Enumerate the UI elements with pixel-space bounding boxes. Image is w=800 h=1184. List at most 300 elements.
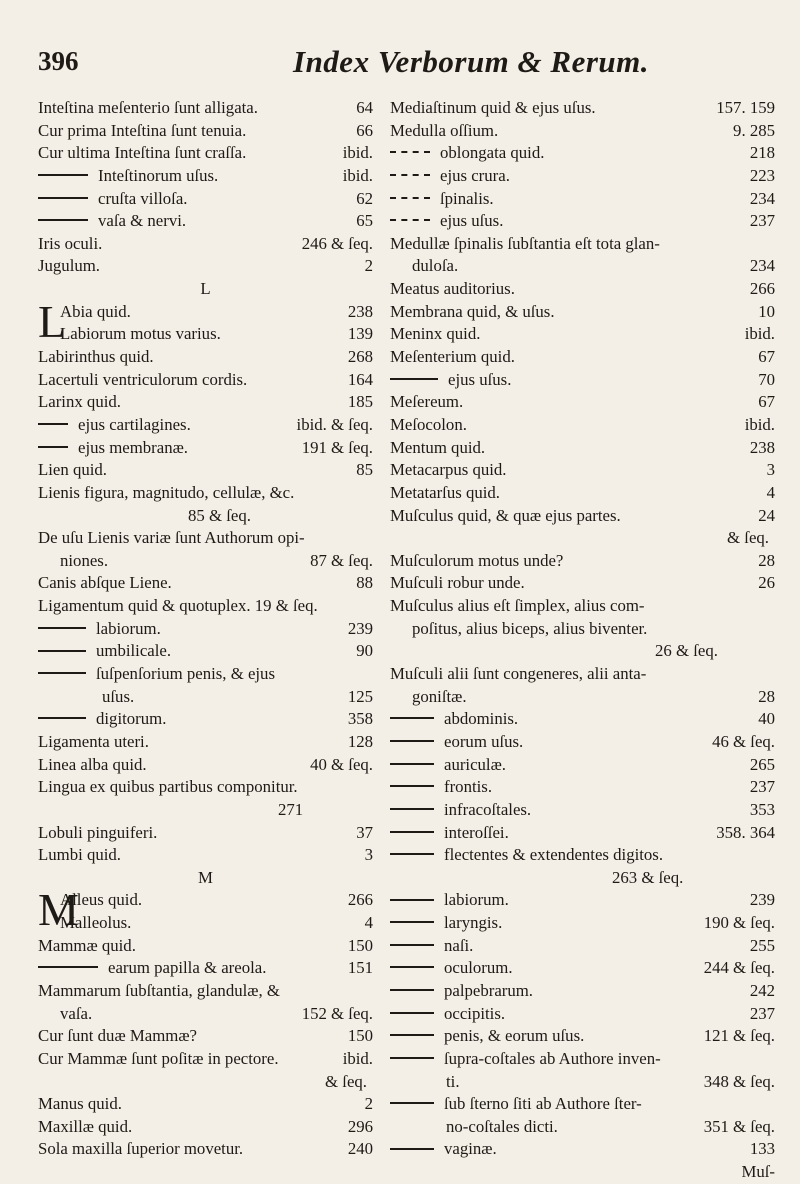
index-entry — [38, 663, 373, 686]
entry-page-ref: 3 — [766, 460, 775, 480]
index-entry — [390, 142, 775, 165]
entry-text — [390, 980, 533, 1003]
index-entry — [38, 754, 373, 777]
entry-label: frontis. — [444, 777, 493, 797]
ditto-dash — [38, 717, 86, 719]
index-entry — [38, 935, 373, 958]
entry-text: De uſu Lienis variæ ſunt Authorum opi- — [38, 528, 305, 548]
ditto-dash — [390, 378, 438, 380]
index-entry — [390, 731, 775, 754]
entry-page-ref: 240 — [347, 1139, 373, 1159]
entry-page-ref: 67 — [758, 392, 775, 412]
entry-text: Labiorum motus varius. — [60, 324, 221, 344]
entry-text — [390, 1048, 661, 1071]
index-entry — [390, 210, 775, 233]
entry-page-ref: 237 — [749, 1003, 775, 1023]
entry-page-ref: 358 — [347, 709, 373, 729]
entry-text — [38, 957, 266, 980]
entry-text: duloſa. — [412, 256, 459, 276]
entry-page-ref: 150 — [347, 1026, 373, 1046]
index-entry — [38, 595, 373, 618]
entry-label: infracoſtales. — [444, 799, 532, 819]
entry-page-ref: 351 & ſeq. — [703, 1116, 775, 1136]
entry-text: Cur ultima Inteſtina ſunt craſſa. — [38, 143, 247, 163]
index-entry — [38, 572, 373, 595]
entry-text: Muſ- — [741, 1162, 775, 1182]
entry-page-ref: 266 — [749, 279, 775, 299]
entry-text: 263 & ſeq. — [612, 867, 684, 887]
right-column — [390, 97, 775, 1184]
entry-text — [390, 165, 510, 188]
ditto-dash — [38, 672, 86, 674]
ditto-dash — [38, 197, 88, 199]
entry-text: Ligamenta uteri. — [38, 731, 149, 751]
index-entry — [38, 527, 373, 550]
entry-page-ref: 139 — [347, 324, 373, 344]
entry-text: 271 — [278, 799, 304, 819]
ditto-dash — [390, 717, 434, 719]
ditto-dash — [390, 989, 434, 991]
ditto-dash — [390, 740, 434, 742]
ditto-dash — [390, 899, 434, 901]
left-column — [38, 97, 373, 1161]
index-entry — [38, 708, 373, 731]
entry-text — [390, 912, 502, 935]
entry-text: Lien quid. — [38, 460, 107, 480]
entry-page-ref: 87 & ſeq. — [310, 550, 373, 570]
entry-page-ref: 268 — [347, 347, 373, 367]
index-entry — [38, 459, 373, 482]
entry-text: Lacertuli ventriculorum cordis. — [38, 369, 248, 389]
entry-text — [390, 889, 509, 912]
entry-label: ſuſpenſorium penis, & ejus — [96, 664, 275, 684]
index-entry — [38, 97, 373, 120]
entry-text — [390, 1003, 505, 1026]
entry-label: oculorum. — [444, 958, 513, 978]
entry-text: Sola maxilla ſuperior movetur. — [38, 1139, 244, 1159]
index-entry — [38, 142, 373, 165]
entry-label: interoſſei. — [444, 822, 509, 842]
index-entry — [38, 210, 373, 233]
index-entry — [390, 391, 775, 414]
index-entry — [38, 1093, 373, 1116]
index-entry — [38, 323, 373, 346]
entry-label: flectentes & extendentes digitos. — [444, 845, 664, 865]
index-entry — [390, 278, 775, 301]
ditto-dash — [38, 627, 86, 629]
index-entry — [390, 980, 775, 1003]
entry-page-ref: 90 — [356, 641, 373, 661]
entry-text — [38, 165, 218, 188]
entry-label: umbilicale. — [96, 641, 172, 661]
entry-page-ref: 10 — [758, 301, 775, 321]
entry-text: Manus quid. — [38, 1094, 122, 1114]
entry-text: Cur Mammæ ſunt poſitæ in pectore. — [38, 1048, 279, 1068]
entry-text — [38, 414, 191, 437]
index-entry — [390, 686, 775, 709]
entry-page-ref: 4 — [364, 913, 373, 933]
entry-page-ref: ibid. — [744, 414, 775, 434]
entry-text — [390, 731, 523, 754]
entry-text: Meninx quid. — [390, 324, 481, 344]
entry-text: & ſeq. — [727, 528, 769, 548]
entry-text — [390, 1138, 497, 1161]
entry-text — [38, 618, 161, 641]
index-entry — [38, 618, 373, 641]
entry-page-ref: ibid. — [744, 324, 775, 344]
entry-text: Meſereum. — [390, 392, 464, 412]
section-letter: M — [198, 867, 213, 887]
entry-page-ref: ibid. — [342, 165, 373, 185]
index-entry — [38, 391, 373, 414]
index-entry — [38, 731, 373, 754]
ditto-dash — [390, 1034, 434, 1036]
entry-text — [390, 369, 511, 392]
index-entry — [38, 346, 373, 369]
index-entry — [38, 1048, 373, 1071]
index-entry — [390, 912, 775, 935]
index-entry — [390, 640, 775, 663]
index-entry — [38, 369, 373, 392]
index-entry — [38, 482, 373, 505]
index-entry — [390, 188, 775, 211]
entry-label: auriculæ. — [444, 754, 506, 774]
entry-text: Metatarſus quid. — [390, 482, 500, 502]
entry-label: digitorum. — [96, 709, 167, 729]
index-entry — [38, 120, 373, 143]
entry-text: Lobuli pinguiferi. — [38, 822, 158, 842]
drop-cap: M — [38, 884, 79, 936]
index-entry — [390, 1138, 775, 1161]
entry-page-ref: 234 — [749, 256, 775, 276]
index-entry — [390, 165, 775, 188]
entry-label: vaginæ. — [444, 1139, 497, 1159]
entry-text: Meſocolon. — [390, 414, 467, 434]
index-entry — [38, 437, 373, 460]
index-entry — [390, 935, 775, 958]
index-entry — [390, 255, 775, 278]
entry-text — [38, 663, 275, 686]
index-entry — [38, 1071, 373, 1094]
index-entry — [38, 550, 373, 573]
ditto-dash — [38, 650, 86, 652]
entry-text: Alleus quid. — [60, 890, 143, 910]
entry-label: penis, & eorum uſus. — [444, 1026, 585, 1046]
entry-page-ref: 244 & ſeq. — [703, 958, 775, 978]
entry-page-ref: 150 — [347, 935, 373, 955]
index-entry — [390, 822, 775, 845]
index-entry — [390, 97, 775, 120]
entry-text: Cur prima Inteſtina ſunt tenuia. — [38, 120, 247, 140]
entry-page-ref: 185 — [347, 392, 373, 412]
entry-text: Malleolus. — [60, 913, 132, 933]
entry-page-ref: 348 & ſeq. — [703, 1071, 775, 1091]
entry-page-ref: 157. 159 — [716, 98, 775, 117]
entry-page-ref: 238 — [347, 301, 373, 321]
index-entry — [38, 686, 373, 709]
entry-text: Mentum quid. — [390, 437, 486, 457]
ditto-dash — [390, 197, 430, 199]
entry-page-ref: 40 — [758, 709, 775, 729]
entry-page-ref: 2 — [364, 256, 373, 276]
index-entry — [390, 346, 775, 369]
index-entry — [38, 799, 373, 822]
entry-page-ref: 26 — [758, 573, 775, 593]
entry-page-ref: 151 — [347, 958, 373, 978]
entry-page-ref: 218 — [749, 143, 775, 163]
entry-label: naſi. — [444, 935, 474, 955]
index-entry — [38, 640, 373, 663]
ditto-dash — [38, 219, 88, 221]
ditto-dash — [390, 151, 430, 153]
entry-text: Lienis figura, magnitudo, cellulæ, &c. — [38, 482, 295, 502]
entry-text: Meſenterium quid. — [390, 347, 515, 367]
index-entry — [390, 957, 775, 980]
index-entry — [390, 1093, 775, 1116]
index-entry — [390, 754, 775, 777]
entry-page-ref: 191 & ſeq. — [301, 437, 373, 457]
entry-text: Medullæ ſpinalis ſubſtantia eſt tota glan- — [390, 233, 660, 253]
ditto-dash — [390, 966, 434, 968]
entry-page-ref: 190 & ſeq. — [703, 913, 775, 933]
entry-text: goniſtæ. — [412, 686, 467, 706]
entry-page-ref: 65 — [356, 211, 373, 231]
index-entry — [390, 323, 775, 346]
index-entry — [38, 1138, 373, 1161]
entry-text — [390, 935, 473, 958]
index-entry — [38, 1116, 373, 1139]
ditto-dash — [38, 446, 68, 448]
entry-page-ref: 265 — [749, 754, 775, 774]
entry-text — [390, 957, 513, 980]
entry-text — [390, 822, 509, 845]
index-entry — [38, 776, 373, 799]
index-entry — [38, 822, 373, 845]
entry-page-ref: 62 — [356, 188, 373, 208]
index-entry — [390, 459, 775, 482]
index-entry — [38, 1003, 373, 1026]
entry-page-ref: 28 — [758, 686, 775, 706]
entry-label: earum papilla & areola. — [108, 958, 267, 978]
entry-page-ref: 128 — [347, 731, 373, 751]
entry-page-ref: 28 — [758, 550, 775, 570]
index-entry — [390, 1003, 775, 1026]
entry-label: ſpinalis. — [440, 188, 494, 208]
section-letter: L — [200, 279, 211, 299]
entry-page-ref: 3 — [364, 845, 373, 865]
drop-cap: L — [38, 295, 67, 347]
index-entry — [390, 867, 775, 890]
ditto-dash — [390, 174, 430, 176]
entry-page-ref: 4 — [766, 482, 775, 502]
entry-text — [390, 210, 503, 233]
entry-text — [38, 188, 187, 211]
entry-label: ejus membranæ. — [78, 437, 188, 457]
entry-page-ref: 266 — [347, 890, 373, 910]
entry-text: 85 & ſeq. — [188, 505, 251, 525]
entry-text: Cur ſunt duæ Mammæ? — [38, 1026, 197, 1046]
entry-page-ref: 70 — [758, 369, 775, 389]
entry-label: abdominis. — [444, 709, 519, 729]
entry-page-ref: 85 — [356, 460, 373, 480]
page-number: 396 — [38, 46, 79, 76]
index-entry — [390, 663, 775, 686]
index-entry — [38, 1025, 373, 1048]
entry-text: Muſculi robur unde. — [390, 573, 525, 593]
entry-page-ref: 239 — [749, 890, 775, 910]
entry-page-ref: 358. 364 — [716, 822, 775, 842]
entry-text: Larinx quid. — [38, 392, 121, 412]
index-entry — [390, 572, 775, 595]
index-entry — [390, 1071, 775, 1094]
entry-text: Iris oculi. — [38, 233, 103, 253]
entry-page-ref: 255 — [749, 935, 775, 955]
entry-label: ejus crura. — [440, 165, 510, 185]
entry-text: niones. — [60, 550, 109, 570]
entry-text: poſitus, alius biceps, alius biventer. — [412, 618, 648, 638]
index-entry — [38, 414, 373, 437]
entry-label: laryngis. — [444, 913, 503, 933]
entry-label: palpebrarum. — [444, 980, 533, 1000]
entry-text: Metacarpus quid. — [390, 460, 507, 480]
index-entry — [390, 437, 775, 460]
entry-page-ref: 353 — [749, 799, 775, 819]
page-header — [38, 46, 758, 86]
entry-text — [38, 708, 166, 731]
entry-label: ſupra-coſtales ab Authore inven- — [444, 1048, 661, 1068]
entry-text — [390, 776, 492, 799]
entry-page-ref: 64 — [356, 98, 373, 117]
index-entry — [390, 505, 775, 528]
entry-text: 26 & ſeq. — [655, 641, 718, 661]
entry-page-ref: 46 & ſeq. — [712, 731, 775, 751]
entry-label: Inteſtinorum uſus. — [98, 165, 219, 185]
index-entry — [390, 369, 775, 392]
entry-page-ref: 67 — [758, 347, 775, 367]
entry-text: Mammarum ſubſtantia, glandulæ, & — [38, 980, 280, 1000]
entry-text — [390, 708, 518, 731]
entry-page-ref: 152 & ſeq. — [301, 1003, 373, 1023]
index-entry — [390, 414, 775, 437]
index-entry — [38, 980, 373, 1003]
entry-label: ejus uſus. — [448, 369, 512, 389]
entry-page-ref: ibid. — [342, 1048, 373, 1068]
entry-label: labiorum. — [444, 890, 509, 910]
entry-text — [38, 640, 171, 663]
ditto-dash — [390, 785, 434, 787]
entry-text: & ſeq. — [325, 1071, 367, 1091]
index-entry — [38, 255, 373, 278]
entry-text: no-coſtales dicti. — [446, 1116, 558, 1136]
entry-text: ti. — [446, 1071, 460, 1091]
index-entry — [38, 844, 373, 867]
index-entry — [390, 1116, 775, 1139]
ditto-dash — [390, 831, 434, 833]
entry-label: ſub ſterno ſiti ab Authore ſter- — [444, 1094, 642, 1114]
entry-text: Canis abſque Liene. — [38, 573, 172, 593]
entry-text — [38, 437, 188, 460]
entry-text: Linea alba quid. — [38, 754, 147, 774]
entry-label: eorum uſus. — [444, 731, 524, 751]
entry-text — [38, 210, 186, 233]
entry-page-ref: 40 & ſeq. — [310, 754, 373, 774]
entry-text: Muſculorum motus unde? — [390, 550, 564, 570]
entry-text: vaſa. — [60, 1003, 93, 1023]
ditto-dash — [390, 808, 434, 810]
entry-text: Muſculus quid, & quæ ejus partes. — [390, 505, 621, 525]
entry-text — [390, 844, 663, 867]
entry-text — [390, 188, 494, 211]
ditto-dash — [38, 966, 98, 968]
entry-page-ref: 66 — [356, 120, 373, 140]
index-entry — [390, 889, 775, 912]
entry-text: Mediaſtinum quid & ejus uſus. — [390, 98, 596, 117]
index-entry — [390, 482, 775, 505]
entry-text: Meatus auditorius. — [390, 279, 515, 299]
ditto-dash — [390, 763, 434, 765]
ditto-dash — [38, 174, 88, 176]
entry-page-ref: 296 — [347, 1116, 373, 1136]
ditto-dash — [390, 1148, 434, 1150]
entry-text — [390, 142, 544, 165]
index-entry — [390, 844, 775, 867]
entry-text: Labirinthus quid. — [38, 347, 154, 367]
entry-text: uſus. — [102, 686, 135, 706]
entry-text: Maxillæ quid. — [38, 1116, 133, 1136]
index-entry — [390, 120, 775, 143]
index-entry — [390, 527, 775, 550]
entry-label: ejus cartilagines. — [78, 414, 191, 434]
entry-text: Abia quid. — [60, 301, 131, 321]
ditto-dash — [390, 219, 430, 221]
index-entry — [390, 776, 775, 799]
page-title: Index Verborum & Rerum. — [293, 44, 650, 79]
entry-label: labiorum. — [96, 618, 161, 638]
index-entry — [38, 957, 373, 980]
index-entry — [38, 188, 373, 211]
entry-page-ref: 237 — [749, 777, 775, 797]
entry-label: oblongata quid. — [440, 143, 545, 163]
index-entry — [390, 233, 775, 256]
index-entry — [390, 1048, 775, 1071]
entry-text — [390, 799, 531, 822]
entry-page-ref: 237 — [749, 211, 775, 231]
ditto-dash — [390, 1012, 434, 1014]
entry-page-ref: 9. 285 — [733, 120, 775, 140]
entry-page-ref: 88 — [356, 573, 373, 593]
entry-label: cruſta villoſa. — [98, 188, 188, 208]
entry-label: vaſa & nervi. — [98, 211, 187, 231]
entry-text: Lumbi quid. — [38, 845, 121, 865]
entry-page-ref: 223 — [749, 165, 775, 185]
entry-page-ref: 238 — [749, 437, 775, 457]
entry-page-ref: 239 — [347, 618, 373, 638]
entry-page-ref: 37 — [356, 822, 373, 842]
entry-text: Inteſtina meſenterio ſunt alligata. — [38, 98, 258, 117]
entry-page-ref: ibid. — [342, 143, 373, 163]
index-entry — [390, 1161, 775, 1184]
index-entry — [390, 1025, 775, 1048]
entry-text: Medulla oſſium. — [390, 120, 499, 140]
index-entry — [390, 595, 775, 618]
ditto-dash — [390, 1057, 434, 1059]
entry-page-ref: 246 & ſeq. — [301, 233, 373, 253]
ditto-dash — [390, 921, 434, 923]
entry-page-ref: 133 — [749, 1139, 775, 1159]
entry-text: Mammæ quid. — [38, 935, 136, 955]
entry-page-ref: 242 — [749, 980, 775, 1000]
entry-text: Muſculus alius eſt ſimplex, alius com- — [390, 596, 645, 616]
